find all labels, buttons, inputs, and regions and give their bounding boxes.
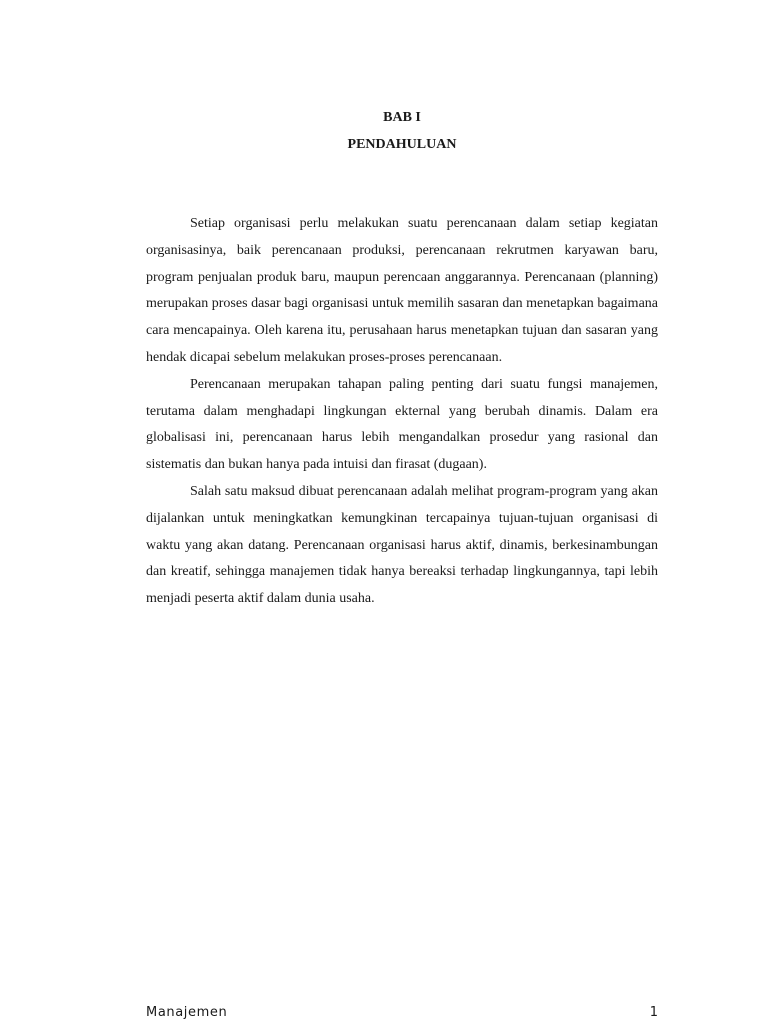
page-footer <box>146 1003 658 1023</box>
footer-label: Manajemen <box>146 1005 228 1020</box>
paragraph-3: Salah satu maksud dibuat perencanaan adalah melihat program-program yang akan dijalankan untuk meningkatkan kemungkinan tercapainya tujuan-tujuan organisasi di waktu yang akan datang. Perencanaan organisasi harus aktif, dinamis, berkesinambungan dan kreatif, sehingga manajemen tidak hanya bereaksi terhadap lingkungannya, tapi lebih menjadi peserta aktif dalam dunia usaha. <box>146 483 658 607</box>
paragraph-1: Setiap organisasi perlu melakukan suatu perencanaan dalam setiap kegiatan organisasinya, baik perencanaan produksi, perencanaan rekrutmen karyawan baru, program penjualan produk baru, maupun perencaan anggarannya. Perencanaan (planning) merupakan proses dasar bagi organisasi untuk memilih sasaran dan menetapkan bagaimana cara mencapainya. Oleh karena itu, perusahaan harus menetapkan tujuan dan sasaran yang hendak dicapai sebelum melakukan proses-proses perencanaan. <box>146 216 658 365</box>
chapter-title: PENDAHULUAN <box>347 137 457 152</box>
chapter-heading <box>146 108 658 155</box>
paragraph-2: Perencanaan merupakan tahapan paling penting dari suatu fungsi manajemen, terutama dalam menghadapi lingkungan ekternal yang berubah dinamis. Dalam era globalisasi ini, perencanaan harus lebih mengandalkan prosedur yang rasional dan sistematis dan bukan hanya pada intuisi dan firasat (dugaan). <box>146 376 658 473</box>
page-number: 1 <box>649 1005 658 1020</box>
chapter-number: BAB I <box>383 110 421 125</box>
body-text <box>146 211 658 613</box>
